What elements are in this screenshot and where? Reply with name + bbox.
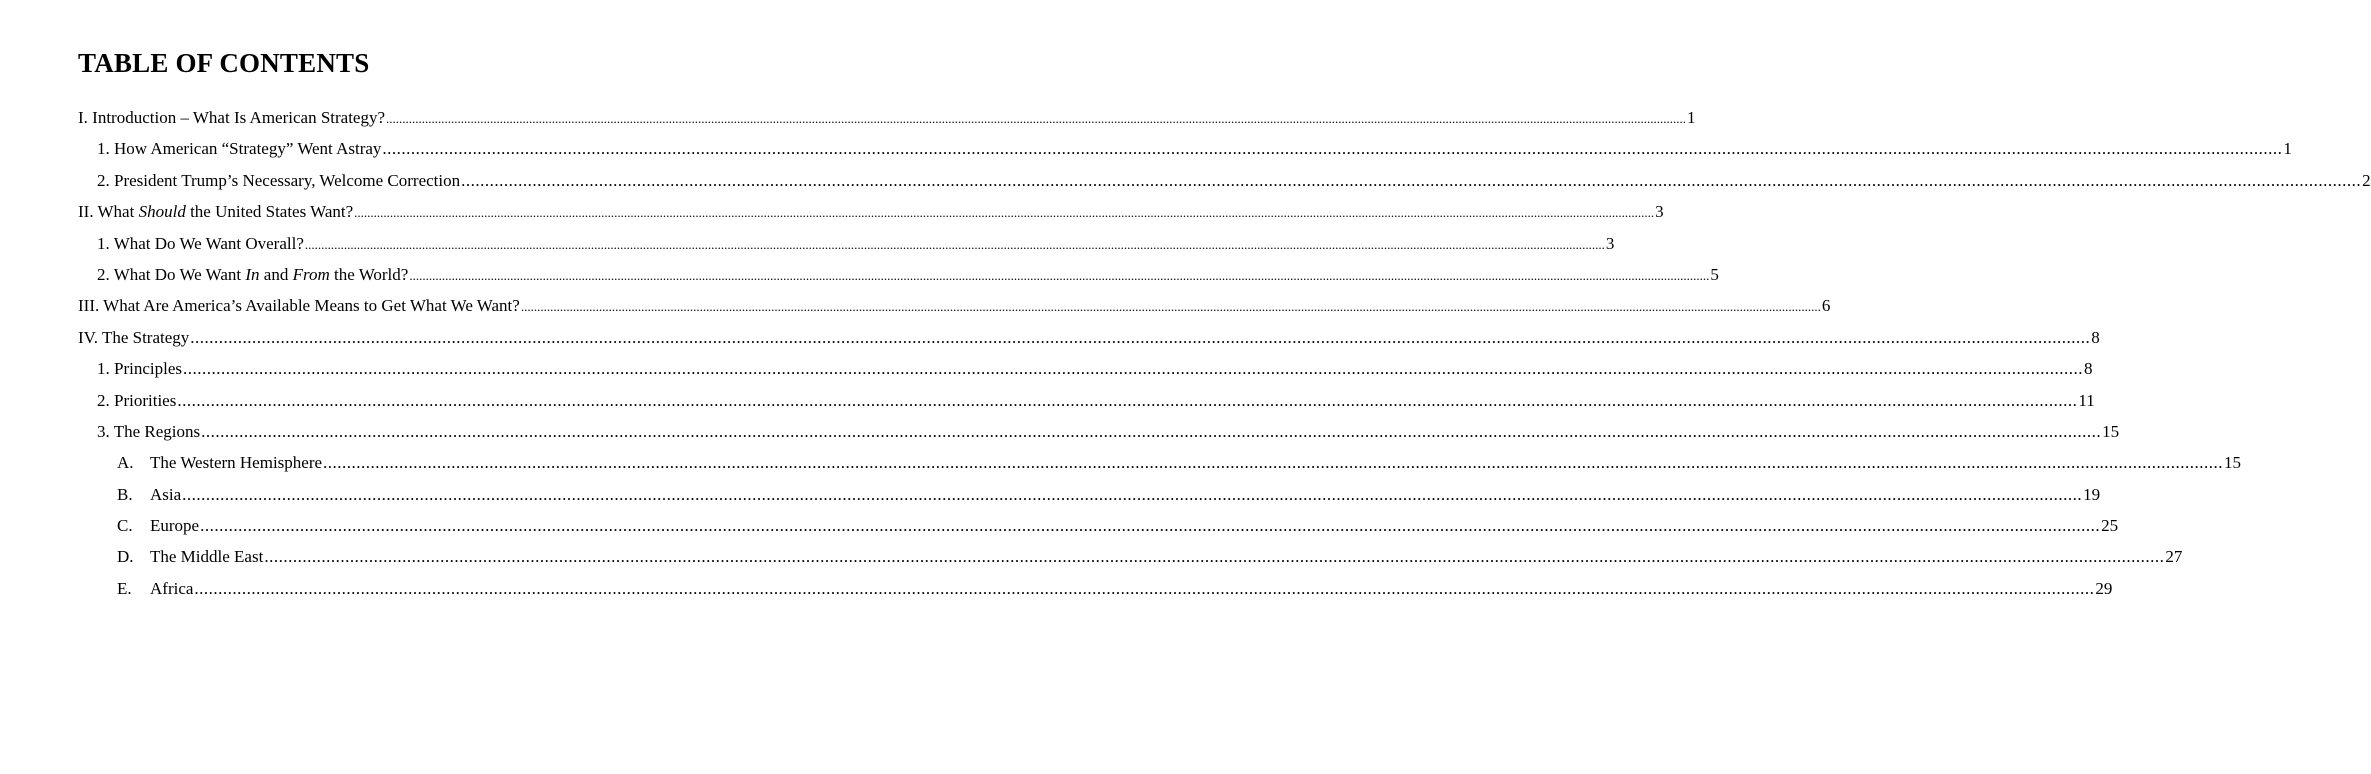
toc-page-number: 19 [2083,484,2101,504]
toc-page-number: 3 [1655,202,1664,222]
toc-entry-title [150,483,181,507]
toc-entry-title [78,106,385,130]
toc-entry-title [78,294,520,318]
toc-page-number: 1 [2283,139,2292,159]
toc-entry[interactable] [0,137,2292,168]
toc-entry[interactable] [0,263,1719,294]
toc-entry[interactable] [0,200,1664,231]
dot-leader: ................................................................................................................................................................................................................................................................................................................................................................................................................ [190,327,2091,347]
toc-entry-title-italic: In [245,264,260,284]
toc-entry[interactable] [0,294,1831,325]
toc-entry-title-part: 1. How American “Strategy” Went Astray [97,139,382,159]
dot-leader: ................................................................................................................................................................................................................................................................................................................................................................................................................ [386,111,1687,126]
toc-entry-title [150,545,263,569]
toc-entry[interactable] [0,577,2113,608]
toc-entry[interactable] [0,420,2120,451]
dot-leader: ................................................................................................................................................................................................................................................................................................................................................................................................................ [520,299,1821,315]
toc-entry[interactable] [0,545,2183,576]
toc-page-number: 25 [2101,516,2119,536]
toc-entry[interactable] [0,232,1615,263]
toc-entry-title-italic: Should [138,202,186,222]
toc-entry-title [78,200,353,224]
toc-page-number: 11 [2078,390,2095,410]
dot-leader: ................................................................................................................................................................................................................................................................................................................................................................................................................ [200,516,2101,536]
toc-entry-title [78,326,189,350]
toc-entry-title-part: 2. President Trump’s Necessary, Welcome Correction [97,170,461,190]
toc-entry-title-part: III. What Are America’s Available Means to Get What We Want? [78,296,520,316]
toc-entry[interactable] [0,106,1696,137]
page-title: TABLE OF CONTENTS [78,48,370,78]
toc-entry-title-part: The Middle East [150,547,264,567]
dot-leader: ................................................................................................................................................................................................................................................................................................................................................................................................................ [461,170,2362,190]
toc-page-number: 1 [1687,108,1696,127]
toc-page-number: 5 [1710,264,1719,284]
toc-entry-title [97,263,408,287]
toc-page-number: 8 [2091,327,2100,347]
toc-entry-title-part: Asia [150,484,182,504]
toc-entry-title-part: 3. The Regions [97,421,201,441]
toc-page-number: 6 [1821,296,1831,316]
toc-entry-title-part: The Western Hemisphere [150,453,323,473]
toc-page-number: 3 [1605,233,1615,253]
toc-entry[interactable] [0,357,2093,388]
toc-entry[interactable] [0,326,2100,357]
toc-entry-marker: C. [117,516,133,536]
toc-entry-title-part: 2. What Do We Want [97,264,246,284]
toc-entry-title-part: 2. Priorities [97,390,177,410]
toc-entry-title [97,137,381,161]
toc-entry-title-part: IV. The Strategy [78,327,190,347]
toc-entry-title-part: the United States Want? [185,202,354,222]
toc-entry-title [97,420,200,444]
toc-entry[interactable] [0,169,2371,200]
dot-leader: ................................................................................................................................................................................................................................................................................................................................................................................................................ [182,484,2083,504]
dot-leader: ................................................................................................................................................................................................................................................................................................................................................................................................................ [382,139,2283,159]
toc-entry-title-part: and [259,264,293,284]
toc-entry-title [150,577,193,601]
toc-entry-title [150,514,199,538]
toc-page-number: 15 [2224,453,2242,473]
dot-leader: ................................................................................................................................................................................................................................................................................................................................................................................................................ [354,205,1655,221]
toc-page-number: 27 [2165,547,2183,567]
dot-leader: ................................................................................................................................................................................................................................................................................................................................................................................................................ [409,267,1710,283]
toc-entry[interactable] [0,451,2242,482]
toc-entry-title [97,357,182,381]
toc-entry-title-part: 1. What Do We Want Overall? [97,233,304,253]
dot-leader: ................................................................................................................................................................................................................................................................................................................................................................................................................ [183,359,2083,379]
toc-page-number: 15 [2102,421,2120,441]
toc-entry-title-part: I. Introduction – What Is American Strategy? [78,108,386,127]
dot-leader: ................................................................................................................................................................................................................................................................................................................................................................................................................ [201,421,2102,441]
toc-entry-marker: D. [117,547,134,567]
dot-leader: ................................................................................................................................................................................................................................................................................................................................................................................................................ [304,236,1605,252]
dot-leader: ................................................................................................................................................................................................................................................................................................................................................................................................................ [177,390,2078,410]
toc-entry-title-part: 1. Principles [97,359,182,379]
toc-entry-title [97,232,304,256]
toc-entry[interactable] [0,389,2095,420]
table-of-contents [0,106,2371,608]
toc-entry-title-part: II. What [78,202,139,222]
toc-entry-marker: A. [117,453,134,473]
toc-entry-title [150,451,322,475]
toc-entry-title-part: Europe [150,516,200,536]
dot-leader: ................................................................................................................................................................................................................................................................................................................................................................................................................ [323,453,2224,473]
dot-leader: ................................................................................................................................................................................................................................................................................................................................................................................................................ [264,547,2165,567]
toc-entry-marker: E. [117,578,132,598]
dot-leader: ................................................................................................................................................................................................................................................................................................................................................................................................................ [194,578,2095,598]
toc-entry-title-part: the World? [329,264,409,284]
toc-entry[interactable] [0,483,2101,514]
toc-entry-title-part: Africa [150,578,194,598]
toc-entry-title-italic: From [292,264,330,284]
toc-entry-title [97,169,460,193]
toc-page-number: 8 [2084,359,2093,379]
toc-page-number: 2 [2362,170,2371,190]
toc-entry[interactable] [0,514,2119,545]
toc-entry-marker: B. [117,484,133,504]
toc-page-number: 29 [2095,578,2113,598]
toc-entry-title [97,389,176,413]
